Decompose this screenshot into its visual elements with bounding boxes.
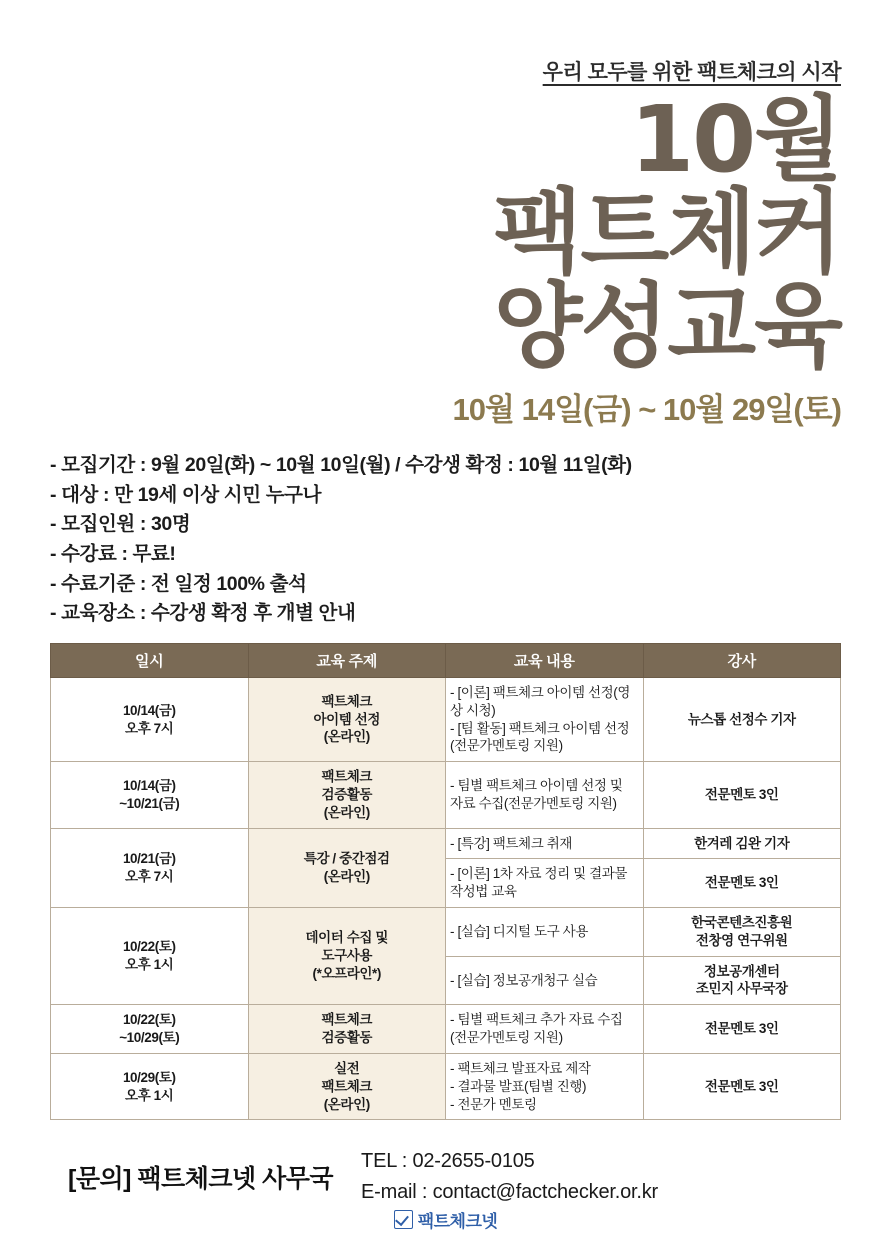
cell-content: - [이론] 1차 자료 정리 및 결과물 작성법 교육 [446, 859, 644, 908]
table-row [51, 762, 841, 828]
poster-title [50, 86, 841, 380]
cell-date: 10/14(금) 오후 7시 [51, 677, 249, 761]
cell-date: 10/22(토) 오후 1시 [51, 908, 249, 1005]
cell-lecturer: 한국콘텐츠진흥원 전창영 연구위원 [643, 908, 841, 957]
checkbox-check-icon [394, 1210, 413, 1229]
title-line-1: 10월 [630, 86, 841, 193]
cell-topic: 팩트체크 아이템 선정 (온라인) [248, 677, 446, 761]
header-topic: 교육 주제 [248, 643, 446, 677]
cell-date: 10/22(토) ~10/29(토) [51, 1005, 249, 1054]
cell-date: 10/29(토) 오후 1시 [51, 1053, 249, 1119]
contact-email: E-mail : contact@factchecker.or.kr [361, 1181, 658, 1204]
cell-content: - [실습] 정보공개청구 실습 [446, 956, 644, 1005]
event-date-range: 10월 14일(금) ~ 10월 29일(토) [452, 392, 841, 428]
footer-logo-text: 팩트체크넷 [417, 1212, 498, 1231]
cell-content: - 팀별 팩트체크 추가 자료 수집(전문가멘토링 지원) [446, 1005, 644, 1054]
contact-tel: TEL : 02-2655-0105 [361, 1150, 535, 1173]
cell-content: - [실습] 디지털 도구 사용 [446, 908, 644, 957]
title-line-3: 양성교육 [493, 272, 841, 380]
table-header-row [51, 643, 841, 677]
cell-date: 10/21(금) 오후 7시 [51, 828, 249, 907]
table-row [51, 908, 841, 957]
cell-topic: 데이터 수집 및 도구사용 (*오프라인*) [248, 908, 446, 1005]
cell-content: - 팀별 팩트체크 아이템 선정 및 자료 수집(전문가멘토링 지원) [446, 762, 644, 828]
cell-topic: 팩트체크 검증활동 [248, 1005, 446, 1054]
info-item-location: - 교육장소 : 수강생 확정 후 개별 안내 [50, 602, 356, 625]
info-item-target: - 대상 : 만 19세 이상 시민 누구나 [50, 483, 322, 506]
contact-office-label: [문의] 팩트체크넷 사무국 [68, 1165, 334, 1194]
cell-lecturer: 전문멘토 3인 [643, 859, 841, 908]
footer-logo [0, 1207, 891, 1232]
cell-content: - [이론] 팩트체크 아이템 선정(영상 시청) - [팀 활동] 팩트체크 아이템 선정(전문가멘토링 지원) [446, 677, 644, 761]
cell-lecturer: 전문멘토 3인 [643, 1053, 841, 1119]
cell-topic: 팩트체크 검증활동 (온라인) [248, 762, 446, 828]
contact-block [50, 1146, 841, 1208]
schedule-table [50, 643, 841, 1120]
cell-topic: 특강 / 중간점검 (온라인) [248, 828, 446, 907]
header-lecturer: 강사 [643, 643, 841, 677]
info-item-fee: - 수강료 : 무료! [50, 543, 176, 566]
cell-topic: 실전 팩트체크 (온라인) [248, 1053, 446, 1119]
cell-lecturer: 전문멘토 3인 [643, 1005, 841, 1054]
cell-date: 10/14(금) ~10/21(금) [51, 762, 249, 828]
info-item-period: - 모집기간 : 9월 20일(화) ~ 10월 10일(월) / 수강생 확정 : 10월 11일(화) [50, 454, 632, 477]
table-row [51, 1005, 841, 1054]
header-content: 교육 내용 [446, 643, 644, 677]
cell-lecturer: 한겨레 김완 기자 [643, 828, 841, 859]
table-row [51, 677, 841, 761]
contact-details [361, 1146, 658, 1208]
cell-content: - [특강] 팩트체크 취재 [446, 828, 644, 859]
recruitment-info-list [50, 451, 841, 629]
info-item-completion: - 수료기준 : 전 일정 100% 출석 [50, 572, 307, 595]
table-row [51, 1053, 841, 1119]
header-date: 일시 [51, 643, 249, 677]
poster-tagline: 우리 모두를 위한 팩트체크의 시작 [542, 61, 841, 84]
cell-lecturer: 정보공개센터 조민지 사무국장 [643, 956, 841, 1005]
cell-content: - 팩트체크 발표자료 제작 - 결과물 발표(팀별 진행) - 전문가 멘토링 [446, 1053, 644, 1119]
table-row [51, 828, 841, 859]
cell-lecturer: 전문멘토 3인 [643, 762, 841, 828]
title-line-2: 팩트체커 [493, 179, 841, 287]
cell-lecturer: 뉴스톱 선정수 기자 [643, 677, 841, 761]
info-item-headcount: - 모집인원 : 30명 [50, 513, 191, 536]
